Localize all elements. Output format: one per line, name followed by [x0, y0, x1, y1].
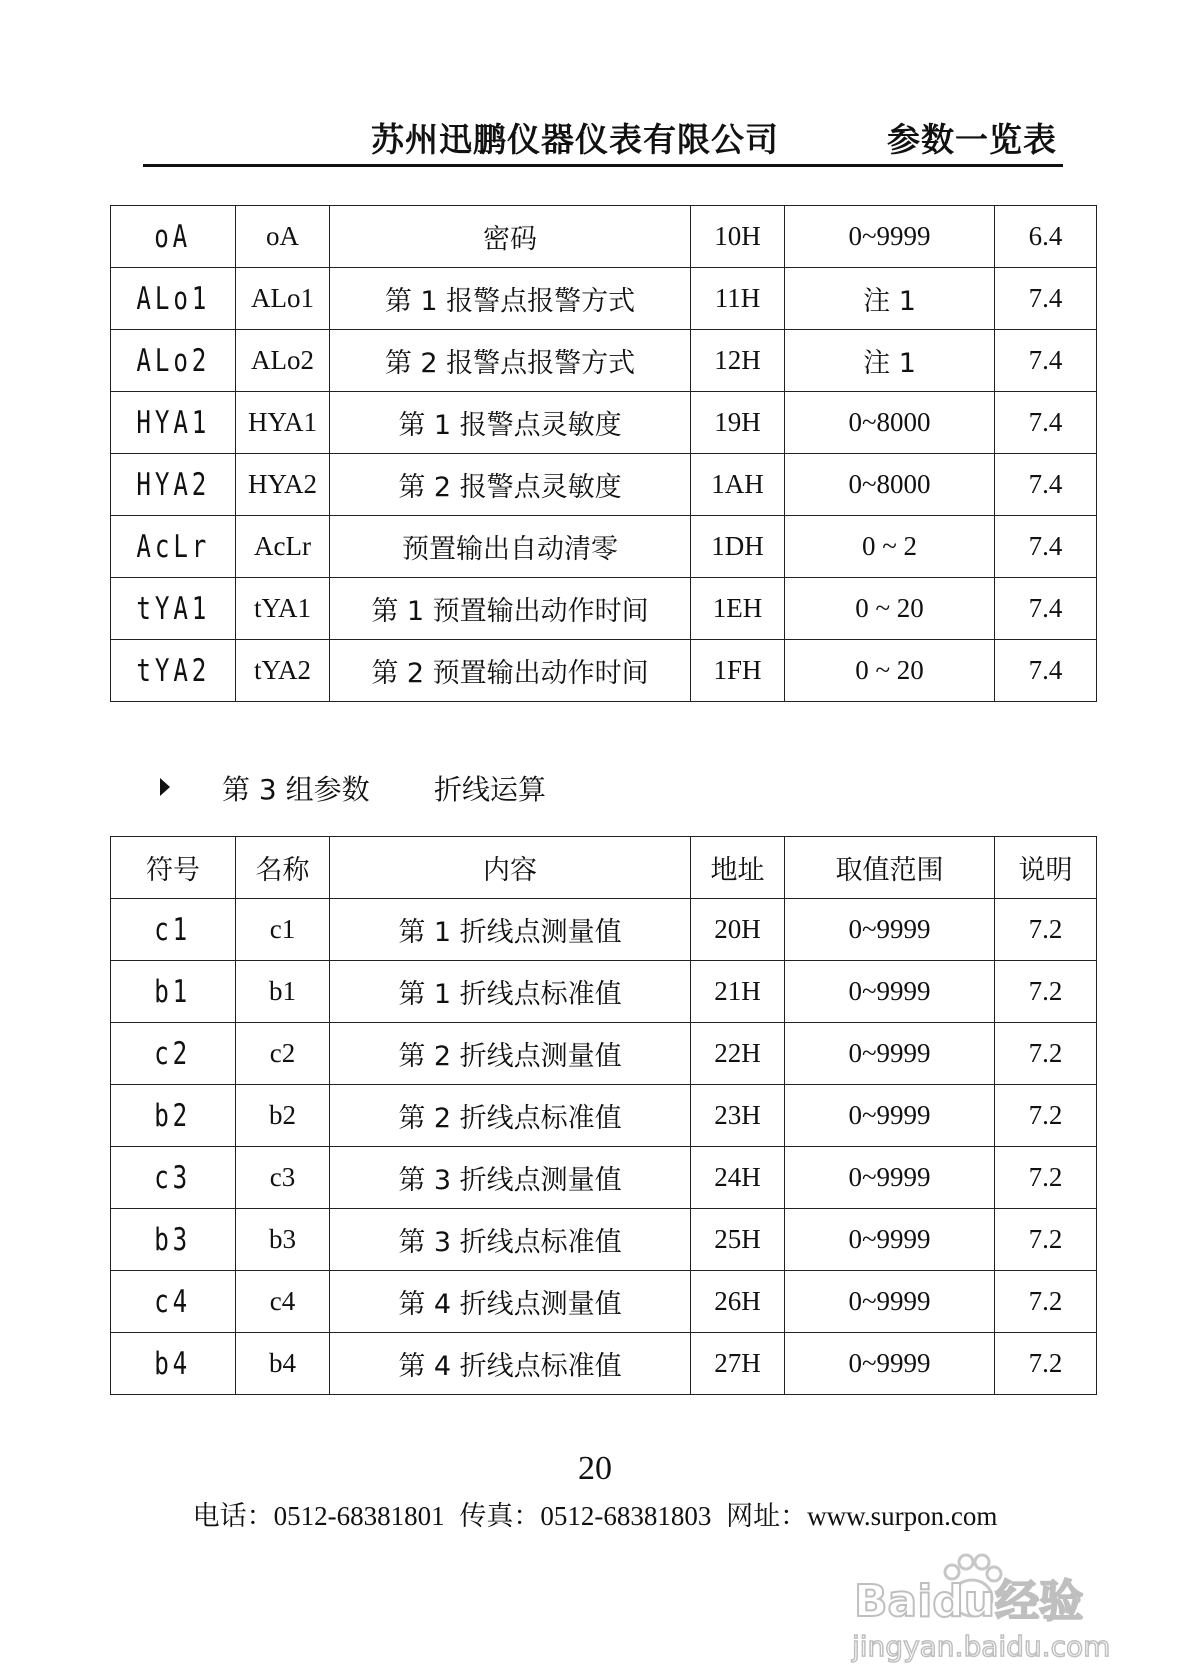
symbol-cell: b1 — [111, 961, 236, 1023]
section-title: 第 3 组参数 — [222, 773, 370, 806]
name-cell: ALo1 — [236, 268, 330, 330]
range-cell: 0~9999 — [785, 899, 995, 961]
range-cell: 0~9999 — [785, 1023, 995, 1085]
header-address: 地址 — [691, 837, 785, 899]
document-title: 参数一览表 — [887, 120, 1057, 159]
content-cell: 第 1 报警点灵敏度 — [330, 392, 691, 454]
name-cell: c4 — [236, 1271, 330, 1333]
symbol-cell: ALo1 — [111, 268, 236, 330]
range-cell: 注 1 — [785, 268, 995, 330]
content-cell: 第 4 折线点标准值 — [330, 1333, 691, 1395]
symbol-cell: HYA1 — [111, 392, 236, 454]
table-row — [111, 1271, 1097, 1333]
table-row — [111, 516, 1097, 578]
symbol-cell: c1 — [111, 899, 236, 961]
content-cell: 第 1 折线点测量值 — [330, 899, 691, 961]
table-row — [111, 578, 1097, 640]
parameter-table-1 — [110, 205, 1097, 702]
table-row — [111, 268, 1097, 330]
table-row — [111, 899, 1097, 961]
symbol-cell: b2 — [111, 1085, 236, 1147]
note-cell: 7.4 — [995, 268, 1097, 330]
range-cell: 0 ~ 2 — [785, 516, 995, 578]
range-cell: 0 ~ 20 — [785, 640, 995, 702]
content-cell: 第 3 折线点测量值 — [330, 1147, 691, 1209]
symbol-cell: ALo2 — [111, 330, 236, 392]
name-cell: c2 — [236, 1023, 330, 1085]
symbol-cell: oA — [111, 206, 236, 268]
note-cell: 7.4 — [995, 454, 1097, 516]
note-cell: 7.4 — [995, 640, 1097, 702]
name-cell: ALo2 — [236, 330, 330, 392]
address-cell: 22H — [691, 1023, 785, 1085]
table-header-row — [111, 837, 1097, 899]
content-cell: 第 2 折线点标准值 — [330, 1085, 691, 1147]
content-cell: 第 2 折线点测量值 — [330, 1023, 691, 1085]
note-cell: 7.4 — [995, 392, 1097, 454]
range-cell: 0~9999 — [785, 1271, 995, 1333]
symbol-cell: b4 — [111, 1333, 236, 1395]
symbol-cell: c3 — [111, 1147, 236, 1209]
footer-website: 网址：www.surpon.com — [726, 1501, 998, 1531]
note-cell: 7.2 — [995, 1333, 1097, 1395]
range-cell: 0 ~ 20 — [785, 578, 995, 640]
address-cell: 24H — [691, 1147, 785, 1209]
note-cell: 7.2 — [995, 1271, 1097, 1333]
header-content: 内容 — [330, 837, 691, 899]
table-row — [111, 640, 1097, 702]
note-cell: 7.4 — [995, 578, 1097, 640]
bullet-arrow-icon — [160, 778, 170, 796]
page-header — [143, 112, 1063, 167]
content-cell: 第 2 报警点报警方式 — [330, 330, 691, 392]
table-row — [111, 206, 1097, 268]
content-cell: 第 1 预置输出动作时间 — [330, 578, 691, 640]
note-cell: 7.4 — [995, 330, 1097, 392]
content-cell: 第 2 预置输出动作时间 — [330, 640, 691, 702]
address-cell: 12H — [691, 330, 785, 392]
address-cell: 25H — [691, 1209, 785, 1271]
name-cell: AcLr — [236, 516, 330, 578]
section-subtitle: 折线运算 — [434, 773, 547, 806]
content-cell: 第 2 报警点灵敏度 — [330, 454, 691, 516]
table-row — [111, 392, 1097, 454]
address-cell: 19H — [691, 392, 785, 454]
address-cell: 1FH — [691, 640, 785, 702]
name-cell: c1 — [236, 899, 330, 961]
content-cell: 第 1 报警点报警方式 — [330, 268, 691, 330]
footer-fax: 传真：0512-68381803 — [459, 1501, 712, 1531]
address-cell: 21H — [691, 961, 785, 1023]
range-cell: 0~9999 — [785, 1333, 995, 1395]
note-cell: 7.2 — [995, 1085, 1097, 1147]
header-symbol: 符号 — [111, 837, 236, 899]
name-cell: oA — [236, 206, 330, 268]
range-cell: 0~8000 — [785, 392, 995, 454]
note-cell: 7.4 — [995, 516, 1097, 578]
name-cell: c3 — [236, 1147, 330, 1209]
name-cell: tYA1 — [236, 578, 330, 640]
address-cell: 11H — [691, 268, 785, 330]
range-cell: 0~9999 — [785, 206, 995, 268]
note-cell: 7.2 — [995, 1147, 1097, 1209]
name-cell: tYA2 — [236, 640, 330, 702]
address-cell: 1EH — [691, 578, 785, 640]
name-cell: b2 — [236, 1085, 330, 1147]
name-cell: HYA1 — [236, 392, 330, 454]
address-cell: 27H — [691, 1333, 785, 1395]
baidu-jingyan-watermark — [840, 1528, 1170, 1668]
footer-phone: 电话：0512-68381801 — [192, 1501, 445, 1531]
note-cell: 7.2 — [995, 961, 1097, 1023]
table-row — [111, 454, 1097, 516]
note-cell: 7.2 — [995, 1023, 1097, 1085]
note-cell: 6.4 — [995, 206, 1097, 268]
name-cell: HYA2 — [236, 454, 330, 516]
header-name: 名称 — [236, 837, 330, 899]
table-row — [111, 1333, 1097, 1395]
watermark-url: jingyan.baidu.com — [852, 1630, 1111, 1663]
range-cell: 0~9999 — [785, 961, 995, 1023]
range-cell: 0~8000 — [785, 454, 995, 516]
symbol-cell: c2 — [111, 1023, 236, 1085]
name-cell: b4 — [236, 1333, 330, 1395]
page-number: 20 — [578, 1450, 612, 1487]
header-note: 说明 — [995, 837, 1097, 899]
address-cell: 1AH — [691, 454, 785, 516]
symbol-cell: tYA1 — [111, 578, 236, 640]
name-cell: b1 — [236, 961, 330, 1023]
note-cell: 7.2 — [995, 1209, 1097, 1271]
content-cell: 第 3 折线点标准值 — [330, 1209, 691, 1271]
range-cell: 0~9999 — [785, 1209, 995, 1271]
symbol-cell: HYA2 — [111, 454, 236, 516]
header-range: 取值范围 — [785, 837, 995, 899]
symbol-cell: AcLr — [111, 516, 236, 578]
watermark-brand: Baidu经验 — [854, 1576, 1084, 1627]
symbol-cell: tYA2 — [111, 640, 236, 702]
range-cell: 注 1 — [785, 330, 995, 392]
table-row — [111, 1147, 1097, 1209]
address-cell: 26H — [691, 1271, 785, 1333]
company-name: 苏州迅鹏仪器仪表有限公司 — [371, 120, 779, 159]
content-cell: 第 1 折线点标准值 — [330, 961, 691, 1023]
content-cell: 第 4 折线点测量值 — [330, 1271, 691, 1333]
address-cell: 10H — [691, 206, 785, 268]
table-row — [111, 1209, 1097, 1271]
range-cell: 0~9999 — [785, 1085, 995, 1147]
content-cell: 密码 — [330, 206, 691, 268]
table-row — [111, 1085, 1097, 1147]
range-cell: 0~9999 — [785, 1147, 995, 1209]
table-row — [111, 961, 1097, 1023]
symbol-cell: b3 — [111, 1209, 236, 1271]
parameter-table-2 — [110, 836, 1097, 1395]
address-cell: 23H — [691, 1085, 785, 1147]
note-cell: 7.2 — [995, 899, 1097, 961]
name-cell: b3 — [236, 1209, 330, 1271]
symbol-cell: c4 — [111, 1271, 236, 1333]
address-cell: 1DH — [691, 516, 785, 578]
table-row — [111, 1023, 1097, 1085]
content-cell: 预置输出自动清零 — [330, 516, 691, 578]
address-cell: 20H — [691, 899, 785, 961]
table-row — [111, 330, 1097, 392]
